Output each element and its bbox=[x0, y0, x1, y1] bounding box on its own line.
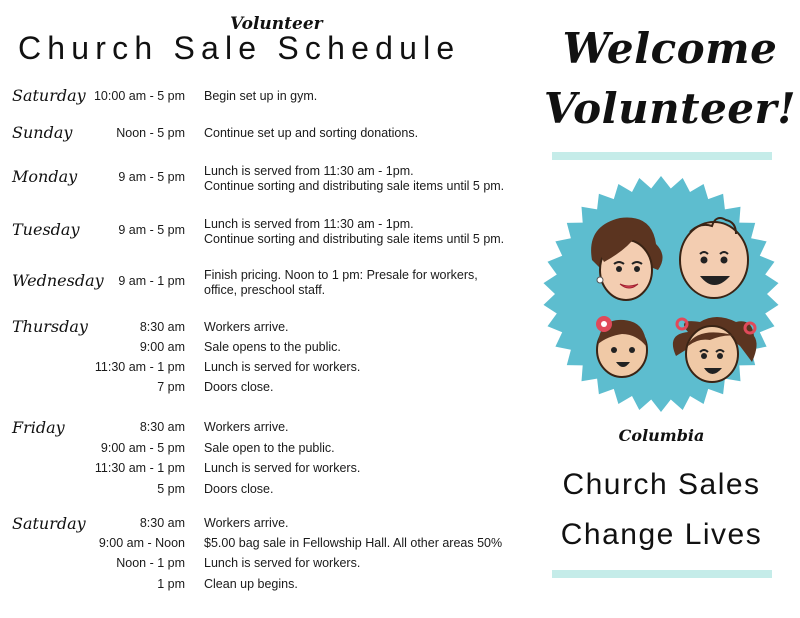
schedule-time: 8:30 am bbox=[139, 420, 185, 434]
day-thursday: Thursday bbox=[12, 317, 88, 336]
family-faces-illustration bbox=[540, 168, 800, 418]
schedule-desc: Lunch is served for workers. bbox=[204, 360, 361, 374]
schedule-time: Noon - 1 pm bbox=[116, 556, 185, 570]
welcome-heading: Welcome bbox=[562, 24, 778, 73]
schedule-desc: Workers arrive. bbox=[204, 420, 289, 434]
schedule-supertitle: Volunteer bbox=[230, 14, 323, 34]
schedule-desc-line: office, preschool staff. bbox=[204, 283, 326, 297]
schedule-desc: Sale open to the public. bbox=[204, 441, 335, 455]
schedule-desc-line: Lunch is served from 11:30 am - 1pm. bbox=[204, 217, 414, 231]
schedule-time: 9 am - 5 pm bbox=[118, 223, 185, 237]
tagline-line-1: Church Sales bbox=[562, 468, 761, 501]
schedule-desc bbox=[204, 164, 534, 194]
day-sunday: Sunday bbox=[12, 123, 73, 142]
schedule-time: Noon - 5 pm bbox=[116, 126, 185, 140]
schedule-desc: Clean up begins. bbox=[204, 577, 298, 591]
schedule-desc-line: Finish pricing. Noon to 1 pm: Presale for workers, bbox=[204, 268, 478, 282]
day-saturday: Saturday bbox=[12, 86, 86, 105]
schedule-desc: Sale opens to the public. bbox=[204, 340, 341, 354]
schedule-time: 7 pm bbox=[157, 380, 185, 394]
schedule-time: 9:00 am - Noon bbox=[98, 536, 185, 550]
schedule-desc-line: Lunch is served from 11:30 am - 1pm. bbox=[204, 164, 414, 178]
schedule-desc: Continue set up and sorting donations. bbox=[204, 126, 419, 140]
schedule-desc bbox=[204, 268, 534, 298]
schedule-desc bbox=[204, 217, 534, 247]
day-saturday: Saturday bbox=[12, 514, 86, 533]
schedule-time: 9:00 am bbox=[139, 340, 185, 354]
schedule-time: 9:00 am - 5 pm bbox=[100, 441, 185, 455]
schedule-time: 9 am - 5 pm bbox=[118, 170, 185, 184]
schedule-desc: Lunch is served for workers. bbox=[204, 556, 361, 570]
schedule-desc: Doors close. bbox=[204, 482, 274, 496]
starburst-badge bbox=[544, 176, 779, 412]
schedule-desc: $5.00 bag sale in Fellowship Hall. All other areas 50% bbox=[204, 536, 503, 550]
schedule-time: 9 am - 1 pm bbox=[118, 274, 185, 288]
schedule-desc: Doors close. bbox=[204, 380, 274, 394]
schedule-time: 8:30 am bbox=[139, 320, 185, 334]
schedule-desc-line: Continue sorting and distributing sale items until 5 pm. bbox=[204, 232, 505, 246]
day-wednesday: Wednesday bbox=[12, 271, 104, 290]
day-friday: Friday bbox=[12, 418, 65, 437]
day-monday: Monday bbox=[12, 167, 78, 186]
accent-bar bbox=[552, 570, 772, 578]
schedule-time: 11:30 am - 1 pm bbox=[94, 360, 185, 374]
organization-name: Columbia bbox=[618, 426, 705, 445]
schedule-time: 5 pm bbox=[157, 482, 185, 496]
tagline-line-2: Change Lives bbox=[560, 518, 763, 551]
schedule-time: 11:30 am - 1 pm bbox=[94, 461, 185, 475]
page-title: Church Sale Schedule bbox=[18, 30, 461, 66]
schedule-desc: Begin set up in gym. bbox=[204, 89, 318, 103]
schedule-desc: Workers arrive. bbox=[204, 320, 289, 334]
welcome-heading-2: Volunteer! bbox=[543, 84, 797, 133]
schedule-desc: Workers arrive. bbox=[204, 516, 289, 530]
accent-bar bbox=[552, 152, 772, 160]
day-tuesday: Tuesday bbox=[12, 220, 80, 239]
welcome-panel bbox=[540, 0, 800, 618]
schedule-desc: Lunch is served for workers. bbox=[204, 461, 361, 475]
schedule-time: 1 pm bbox=[157, 577, 185, 591]
schedule-time: 8:30 am bbox=[139, 516, 185, 530]
schedule-time: 10:00 am - 5 pm bbox=[93, 89, 185, 103]
schedule-desc-line: Continue sorting and distributing sale items until 5 pm. bbox=[204, 179, 505, 193]
